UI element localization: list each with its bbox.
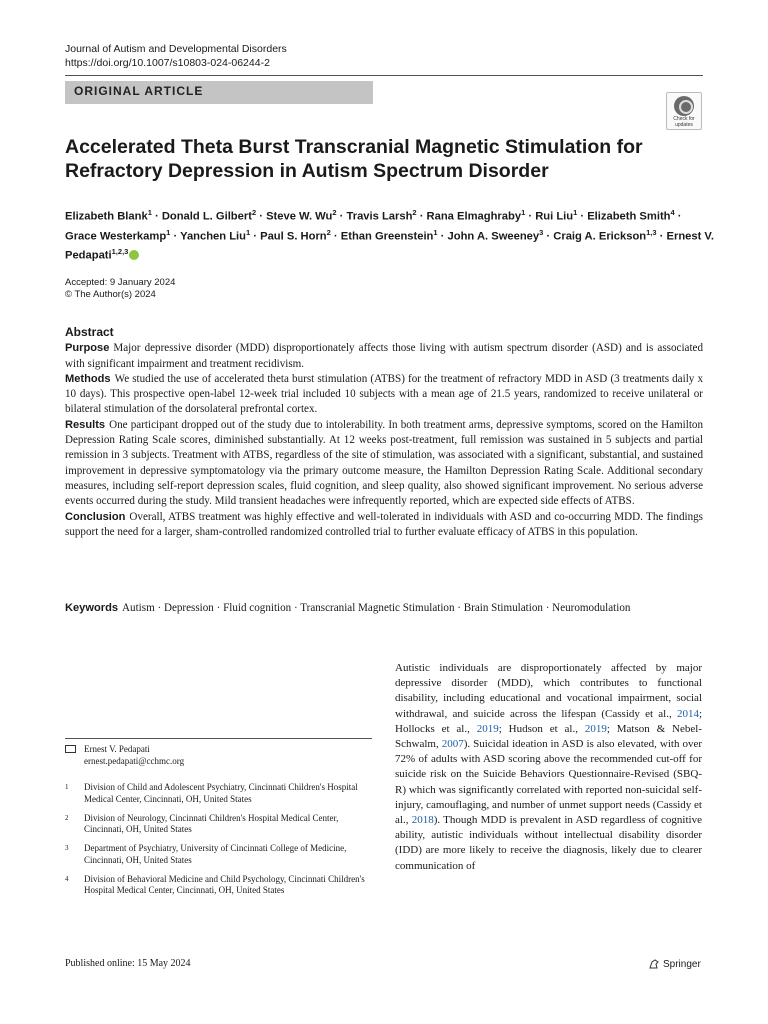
affiliation-item <box>65 843 365 866</box>
article-title: Accelerated Theta Burst Transcranial Magnetic Stimulation for Refractory Depression in Autism Spectrum Disorder <box>65 136 643 182</box>
author-name[interactable]: Rana Elmaghraby <box>426 210 522 223</box>
check-updates-icon <box>674 96 694 116</box>
author-affiliation-mark: 1,3 <box>646 227 657 237</box>
check-updates-line1: Check for <box>673 116 695 122</box>
affiliation-number: 2 <box>65 813 69 822</box>
publisher-logo <box>648 958 701 970</box>
email-link[interactable]: ernest.pedapati@cchmc.org <box>84 755 185 766</box>
abstract-methods <box>65 372 703 418</box>
affiliation-item <box>65 782 365 805</box>
author-affiliation-mark: 1 <box>433 227 438 237</box>
envelope-icon <box>65 745 76 753</box>
abstract <box>65 325 703 540</box>
author-affiliation-mark: 1 <box>147 208 152 217</box>
body-segment: Autistic individuals are disproportionately affected by major depressive disorder (MDD), which contributes to functional disability, including educational and vocational impairment, social withdrawal, and suicide across the lifespan (Cassidy et al., <box>395 662 702 720</box>
author-name[interactable]: Yanchen Liu <box>180 230 246 243</box>
check-updates-line2: updates <box>675 121 693 128</box>
keywords <box>65 600 655 616</box>
conclusion-label: Conclusion <box>65 510 126 523</box>
affiliation-text: Division of Child and Adolescent Psychiatry, Cincinnati Children's Hospital Medical Center, Cincinnati, OH, United States <box>84 782 358 804</box>
author-name[interactable]: Paul S. Horn <box>260 230 327 243</box>
author-affiliation-mark: 2 <box>251 208 257 217</box>
citation-link[interactable]: 2014 <box>676 707 699 720</box>
affiliation-item <box>65 813 365 836</box>
article-type-banner: ORIGINAL ARTICLE <box>65 81 373 104</box>
author-name[interactable]: Grace Westerkamp <box>65 230 167 243</box>
abstract-results <box>65 418 703 510</box>
abstract-purpose <box>65 341 703 372</box>
affiliation-text: Division of Neurology, Cincinnati Children's Hospital Medical Center, Cincinnati, OH, United States <box>84 812 339 834</box>
author-name[interactable]: Steve W. Wu <box>266 210 333 223</box>
author-affiliation-mark: 1 <box>166 227 171 237</box>
keywords-label: Keywords <box>65 602 119 614</box>
author-affiliation-mark: 2 <box>326 227 331 237</box>
corresponding-author: Ernest V. Pedapati <box>84 744 150 754</box>
publisher-name: Springer <box>663 958 701 970</box>
conclusion-text: Overall, ATBS treatment was highly effective and well-tolerated in individuals with ASD and co-occurring MDD. The findings support the need for a larger, sham-controlled randomized controlled trial to further evaluate efficacy of ATBS in this population. <box>65 510 703 538</box>
affiliations <box>65 782 365 904</box>
affiliation-number: 1 <box>65 783 69 791</box>
body-segment: ; Matson & Nebel-Schwalm, <box>395 722 702 751</box>
body-text <box>395 661 702 874</box>
results-text: One participant dropped out of the study due to intolerability. In both treatment arms, depressive symptoms, scored on the Hamilton Depression Rating Scale scores, diminished substantially. At 12 weeks post-treatment, full remission was sustained in 5 subjects and partial remission in 3 subjects. Treatment with ATBS, regardless of the site of stimulation, was associated with a significant, substantial, and sustained improvement in depressive symptomatology via the primary outcome measure, the Hamilton Depression Rating Scale. Additional secondary measures, including self-report depression scales, fluid cognition, and sleep quality, also showed significant improvement. No serious adverse events occurred during the study. Mild transient headaches were infrequently reported, which are expected side effects of ATBS. <box>65 418 703 508</box>
header-rule <box>65 75 703 76</box>
springer-horse-icon <box>648 958 660 970</box>
author-affiliation-mark: 1 <box>246 227 251 237</box>
author-affiliation-mark: 4 <box>670 208 675 217</box>
affiliation-number: 4 <box>65 874 69 883</box>
citation-link[interactable]: 2007 <box>441 738 464 751</box>
correspondence <box>65 744 365 767</box>
accepted-date: Accepted: 9 January 2024 <box>65 277 176 288</box>
methods-text: We studied the use of accelerated theta burst stimulation (ATBS) for the treatment of refractory MDD in ASD (3 treatments daily x 10 days). This prospective open-label 12-week trial included 10 subjects with a mean age of 21.5 years, randomized to receive unilateral or bilateral stimulation of the dorsolateral prefrontal cortex. <box>65 372 703 416</box>
author-name[interactable]: Craig A. Erickson <box>553 230 647 243</box>
article-dates <box>65 277 175 301</box>
orcid-icon[interactable] <box>129 250 139 260</box>
affiliation-number: 3 <box>65 844 69 852</box>
methods-label: Methods <box>65 372 111 385</box>
body-segment: ). Suicidal ideation in ASD is also elevated, with over 72% of adults with ASD scoring above the recommended cut-off for suicide risk on the Suicide Behaviors Questionnaire-Revised (SBQ-R) which was significantly correlated with reported non-suicidal self-injury, camouflaging, and number of unmet support needs (Cassidy et al., <box>395 738 702 827</box>
published-date: Published online: 15 May 2024 <box>65 958 191 969</box>
body-segment: ; Hollocks et al., <box>395 707 702 735</box>
citation-link[interactable]: 2019 <box>476 722 499 735</box>
author-affiliation-mark: 1 <box>521 208 526 217</box>
body-segment: ; Hudson et al., <box>498 722 585 735</box>
author-name[interactable]: Donald L. Gilbert <box>161 210 252 223</box>
author-affiliation-mark: 2 <box>412 208 417 217</box>
copyright: © The Author(s) 2024 <box>65 289 156 300</box>
author-name[interactable]: Ethan Greenstein <box>340 230 434 243</box>
journal-name: Journal of Autism and Developmental Disorders <box>65 43 287 55</box>
affiliation-text: Department of Psychiatry, University of Cincinnati College of Medicine, Cincinnati, OH, United States <box>84 843 347 865</box>
author-list: Elizabeth Blank$^1$ · Donald L. Gilbert$^2$ · Steve W. $Wu^2$ · Travis Larsh$^2$ · Rana Elmaghraby$^1$ · Rui Liu$^1$ · Elizabeth Smith$^4$ · Grace Westerkamp$^1$ · Yanchen Liu$^1$ · Paul S. Horn$^2$ · Ethan Greenstein$^1$ · John A. Sweeney$^3$ · Craig A. Erickson$^{1,3}$ · Ernest V. Pedapati$^{1,2,3}$ <box>65 208 714 263</box>
results-label: Results <box>65 418 106 431</box>
author-name[interactable]: Elizabeth Smith <box>587 210 671 223</box>
check-for-updates-button[interactable] <box>666 92 702 130</box>
affiliation-item <box>65 874 365 897</box>
author-affiliation-mark: 3 <box>539 227 544 237</box>
footnote-rule <box>65 738 372 739</box>
keywords-text: Autism · Depression · Fluid cognition · Transcranial Magnetic Stimulation · Brain Stimulation · Neuromodulation <box>122 602 631 614</box>
body-segment: ). Though MDD is prevalent in ASD regardless of cognitive ability, autistic individuals without intellectual disability disorder (IDD) are more likely to receive the diagnosis, likely due to clearer communication of <box>395 814 702 872</box>
affiliation-text: Division of Behavioral Medicine and Child Psychology, Cincinnati Children's Hospital Medical Center, Cincinnati, OH, United States <box>84 873 365 895</box>
abstract-conclusion <box>65 510 703 541</box>
purpose-label: Purpose <box>65 342 110 355</box>
author-affiliation-mark: 1 <box>573 208 578 217</box>
author-affiliation-mark: 1,2,3 <box>111 247 129 257</box>
author-name[interactable]: Rui Liu <box>535 210 574 223</box>
citation-link[interactable]: 2019 <box>584 722 607 735</box>
author-name[interactable]: Travis Larsh <box>346 210 413 223</box>
author-name[interactable]: Elizabeth Blank <box>65 210 148 223</box>
doi-link[interactable]: https://doi.org/10.1007/s10803-024-06244-2 <box>65 57 270 69</box>
author-name[interactable]: Ernest V. Pedapati <box>65 230 714 263</box>
author-name[interactable]: John A. Sweeney <box>447 230 540 243</box>
abstract-heading: Abstract <box>65 325 114 339</box>
journal-header <box>65 42 287 70</box>
purpose-text: Major depressive disorder (MDD) disproportionately affects those living with autism spectrum disorder (ASD) and is associated with significant impairment and treatment recidivism. <box>65 342 703 370</box>
author-affiliation-mark: 2 <box>332 208 337 217</box>
citation-link[interactable]: 2018 <box>411 814 434 827</box>
